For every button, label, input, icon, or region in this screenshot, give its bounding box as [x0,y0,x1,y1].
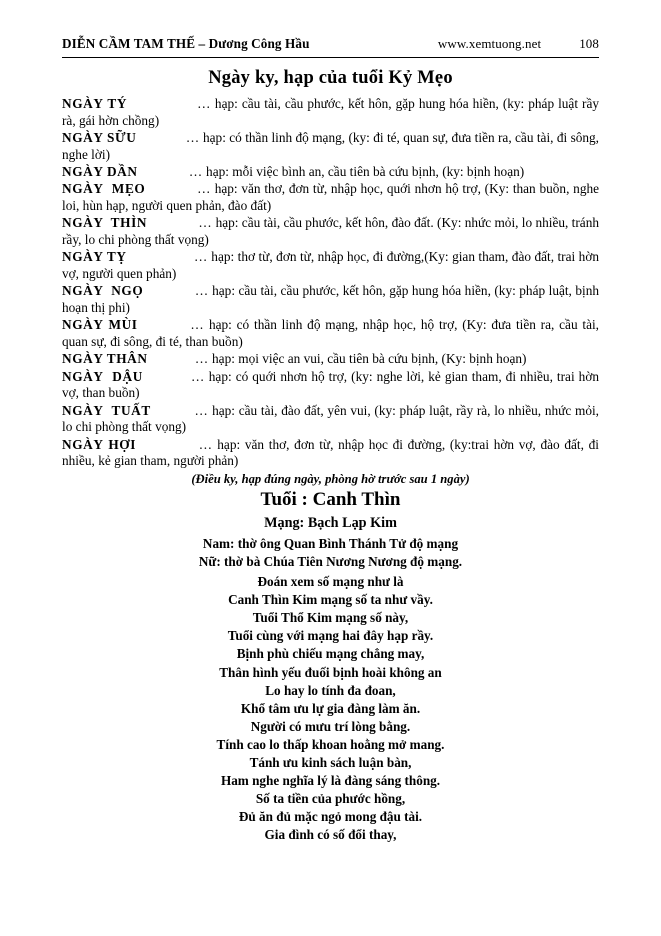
list-item [62,317,599,351]
day-name: NGÀY MÙI [62,317,138,333]
verse-line: Số ta tiền của phước hồng, [255,791,406,807]
day-dots: … [197,96,211,111]
day-dots: … [198,436,213,452]
list-item [62,181,599,215]
section-subtitle-mang: Mạng: Bạch Lạp Kim [264,515,397,531]
list-item [62,403,599,437]
verse-line: Lo hay lo tính đa đoan, [265,682,396,698]
deity-line-nam: Nam: thờ ông Quan Bình Thánh Tử độ mạng [202,536,459,551]
list-item [62,215,599,249]
day-name: NGÀY NGỌ [62,283,144,299]
day-text: hạp: văn thơ, đơn từ, nhập học, quới nhơn hộ trợ, (Ky: than buồn, nghe loi, hùn hạp, người quen phản, đào đất) [62,181,600,213]
list-item [62,369,599,403]
day-text: hạp: thơ từ, đơn từ, nhập học, đi đường,(Ky: gian tham, đào đất, trai hờn vợ, người quen phản) [62,249,599,281]
day-text: hạp: cầu tài, cầu phước, kết hôn, đào đất. (Ky: nhức mỏi, lo nhiều, tránh rầy, lo chi phòng thất vọng) [62,215,600,247]
header-website: www.xemtuong.net [437,36,542,51]
day-text: hạp: cầu tài, cầu phước, kết hôn, gặp hung hóa hiền, (ky: pháp luật rầy rà, gái hờn chồng) [62,96,600,128]
verse-line: Tánh ưu kinh sách luận bàn, [249,754,412,770]
verse-line: Bịnh phù chiếu mạng chẳng may, [236,646,425,662]
verse-line: Tuổi Thổ Kim mạng số này, [252,610,409,626]
list-item [62,351,599,368]
list-item [62,283,599,317]
day-text: hạp: cầu tài, đào đất, yên vui, (ky: pháp luật, rầy rà, lo nhiều, nhức mỏi, lo chi phòng thất vọng) [62,402,599,435]
verse-line: Người có mưu trí lòng bằng. [250,718,411,734]
list-item [62,249,599,283]
day-name: NGÀY TỴ [62,249,127,265]
day-name: NGÀY THÌN [62,215,148,231]
day-name: NGÀY DẦN [62,164,138,179]
day-name: NGÀY SỮU [62,130,137,145]
day-text: hạp: văn thơ, đơn từ, nhập học đi đường, (ky:trai hờn vợ, đào đất, đi nhiều, kẻ gian tham, người phản) [62,436,599,469]
day-text: hạp: mọi việc an vui, cầu tiên bà cứu bịnh, (Ky: bịnh hoạn) [212,351,527,367]
list-item [62,164,599,181]
day-dots: … [190,368,205,384]
header-page-number: 108 [579,36,599,51]
day-text: hạp: có thần linh độ mạng, (ky: đi té, quan sự, đưa tiền ra, cầu tài, đi sông, nghe lời) [62,130,600,162]
day-text: hạp: cầu tài, cầu phước, kết hôn, gặp hung hóa hiền, (ky: pháp luật, bịnh hoạn thị phi) [62,283,600,315]
day-dots: … [197,181,211,197]
day-text: hạp: mỗi việc bình an, cầu tiên bà cứu bịnh, (ky: bịnh hoạn) [206,164,525,179]
day-dots: … [198,215,213,231]
day-name: NGÀY THÂN [62,351,148,367]
verse-line: Đoán xem số mạng như là [257,574,404,590]
day-text: hạp: có thần linh độ mạng, nhập học, hộ trợ, (Ky: đưa tiền ra, cầu tài, quan sự, đi sông, đi té, than buồn) [62,317,599,349]
verse-line: Tính cao lo thấp khoan hoằng mở mang. [216,736,445,752]
day-name: NGÀY HỢI [62,436,137,452]
day-list [62,96,599,470]
day-name: NGÀY MẸO [62,181,146,197]
day-dots: … [190,317,205,333]
verse-line: Khổ tâm ưu lự gia đàng làm ăn. [240,700,421,716]
day-name: NGÀY DẬU [62,368,143,384]
day-dots: … [194,351,209,367]
list-item [62,437,599,471]
verse-line: Tuổi cùng với mạng hai đây hạp rầy. [227,628,434,644]
verse-line: Đủ ăn đủ mặc ngỏ mong đậu tài. [238,809,423,825]
verse-line: Gia đình có số đổi thay, [264,827,397,843]
header-divider [62,57,599,58]
section-title-ngay-ky-hap: Ngày ky, hạp của tuổi Kỷ Mẹo [208,68,453,88]
note-text: (Điều ky, hạp đúng ngày, phòng hờ trước sau 1 ngày) [191,472,470,486]
day-name: NGÀY TUẤT [62,402,151,418]
verse-line: Thân hình yếu đuối bịnh hoài không an [219,664,442,680]
verse-block [62,573,599,844]
day-text: hạp: có quới nhơn hộ trợ, (ky: nghe lời, kẻ gian tham, đi nhiều, trai hờn vợ, than buồn) [62,368,600,401]
day-dots: … [194,249,208,265]
list-item [62,96,599,130]
header-book-title: DIỄN CẦM TAM THẾ – Dương Công Hầu [62,36,310,51]
section-title-tuoi: Tuổi : Canh Thìn [260,489,401,510]
verse-line: Canh Thìn Kim mạng số ta như vầy. [228,592,433,608]
day-dots: … [194,283,209,299]
deity-line-nu: Nữ: thờ bà Chúa Tiên Nương Nương độ mạng. [198,554,463,570]
day-dots: … [188,164,203,179]
verse-line: Ham nghe nghĩa lý là đàng sáng thông. [220,773,441,789]
page-header [62,36,599,56]
list-item [62,130,599,164]
day-dots: … [185,130,200,145]
day-name: NGÀY TÝ [62,96,128,111]
day-dots: … [194,402,209,418]
